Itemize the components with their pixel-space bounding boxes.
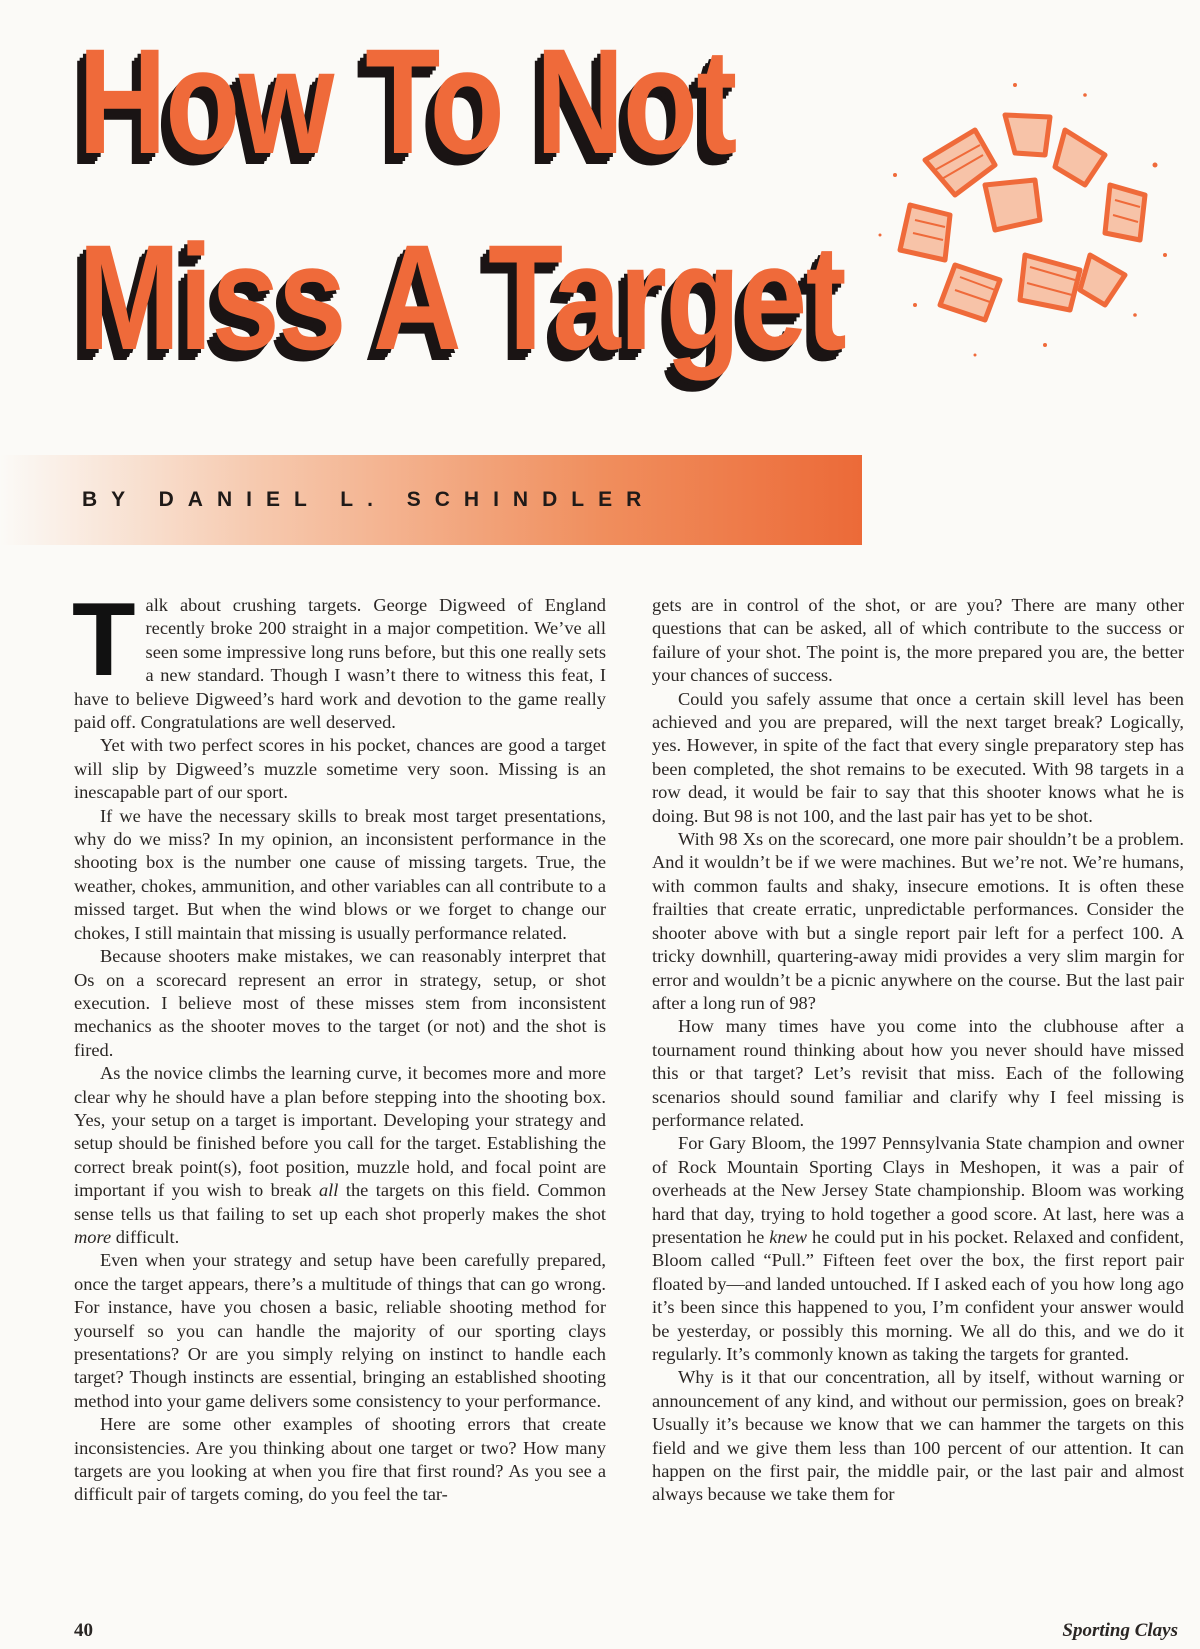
paragraph: Yet with two perfect scores in his pocket, chances are good a target will slip by Digweed’s muzzle sometime very soon. Missing is an inescapable part of our sport. [74,735,606,803]
title-line-2: Miss A Target [78,213,845,381]
paragraph-text: For Gary Bloom, the 1997 Pennsylvania State champion and owner of Rock Mountain Sporting Clays in Meshopen, it was a pair of overheads at the New Jersey State championship. Bloom was working hard that day, trying to hold together a good score. At last, here was a presentation he [652,1133,1184,1247]
paragraph-text: the targets on this field. Common sense tells us that failing to set up each shot properly makes the shot [74,1180,606,1224]
paragraph-text: As the novice climbs the learning curve, it becomes more and more clear why he should have a plan before stepping into the shooting box. Yes, your setup on a target is important. Developing your strategy and setup should be finished before you call for the target. Establishing the correct break point(s), foot position, muzzle hold, and focal point are important if you wish to break [74,1063,606,1201]
emphasis: all [318,1180,339,1201]
paragraph: Could you safely assume that once a certain skill level has been achieved and you are prepared, will the next target break? Logically, yes. However, in spite of the fact that every single preparatory step has been completed, the shot remains to be executed. With 98 targets in a row dead, it would be fair to say that this shooter knows what he is doing. But 98 is not 100, and the last pair has yet to be shot. [652,688,1184,826]
emphasis: knew [769,1226,808,1247]
paragraph [72,582,606,734]
magazine-name: Sporting Clays [1062,1620,1178,1641]
paragraph-text: alk about crushing targets. George Digweed of England recently broke 200 straight in a major competition. We’ve all seen some impressive long runs before, but this one really sets a new standard. Though I wasn’t there to witness this feat, I have to believe Digweed’s hard work and devotion to the game really paid off. Congratulations are well deserved. [74,595,606,733]
article-column-1 [72,582,606,1507]
paragraph: Why is it that our concentration, all by itself, without warning or announcement of any kind, and without our permission, goes on break? Usually it’s because we know that we can hammer the targets on this field and we give them less than 100 percent of our attention. It can happen on the first pair, the middle pair, or the last pair and almost always because we take them for [652,1367,1184,1505]
paragraph: gets are in control of the shot, or are you? There are many other questions that can be asked, all of which contribute to the success or failure of your shot. The point is, the more prepared you are, the better your chances of success. [652,595,1184,686]
article-column-2 [652,594,1184,1507]
paragraph-text: he could put in his pocket. Relaxed and confident, Bloom called “Pull.” Fifteen feet over the box, the first report pair floated by—and landed untouched. If I asked each of you how long ago it’s been since this happened to you, I’m confident your answer would be yesterday, or possibly this morning. We all do this, and we do it regularly. It’s commonly known as taking the targets for granted. [652,1226,1184,1364]
emphasis: more [74,1226,112,1247]
title-line-1: How To Not [78,17,736,185]
shattered-clay-target-icon [855,55,1185,385]
paragraph: If we have the necessary skills to break most target presentations, why do we miss? In my opinion, an inconsistent performance in the shooting box is the number one cause of missing targets. True, the weather, chokes, ammunition, and other variables can all contribute to a missed target. But when the wind blows or we forget to change our chokes, I still maintain that missing is usually performance related. [74,805,606,943]
drop-cap: T [72,582,136,698]
byline: BY DANIEL L. SCHINDLER [82,488,656,511]
paragraph: Because shooters make mistakes, we can reasonably interpret that Os on a scorecard represent an error in strategy, setup, or shot execution. I believe most of these misses stem from inconsistent mechanics as the shooter moves to the target (or not) and the shot is fired. [74,946,606,1060]
paragraph: Here are some other examples of shooting errors that create inconsistencies. Are you thinking about one target or two? How many targets are you looking at when you fire that first round? As you see a difficult pair of targets coming, do you feel the tar- [74,1414,606,1505]
paragraph-text: difficult. [111,1226,180,1247]
paragraph: With 98 Xs on the scorecard, one more pair shouldn’t be a problem. And it wouldn’t be if we were machines. But we’re not. We’re humans, with common faults and shaky, insecure emotions. It is often these frailties that create erratic, unpredictable performances. Consider the shooter above with but a single report pair left for a perfect 100. A tricky downhill, quartering-away midi provides a very slim margin for error and wouldn’t be a picnic anywhere on the course. But the last pair after a long run of 98? [652,829,1184,1013]
paragraph [74,1062,606,1249]
paragraph: How many times have you come into the clubhouse after a tournament round thinking about how you never should have missed this or that target? Let’s revisit that miss. Each of the following scenarios should sound familiar and clarify why I feel missing is performance related. [652,1016,1184,1130]
paragraph: Even when your strategy and setup have been carefully prepared, once the target appears, there’s a multitude of things that can go wrong. For instance, have you chosen a basic, reliable shooting method for yourself so you can handle the majority of our sporting clays presentations? Or are you simply relying on instinct to handle each target? Though instincts are essential, bringing an established shooting method into your game delivers some consistency to your performance. [74,1250,606,1411]
page-number: 40 [74,1620,93,1641]
paragraph [652,1132,1184,1366]
